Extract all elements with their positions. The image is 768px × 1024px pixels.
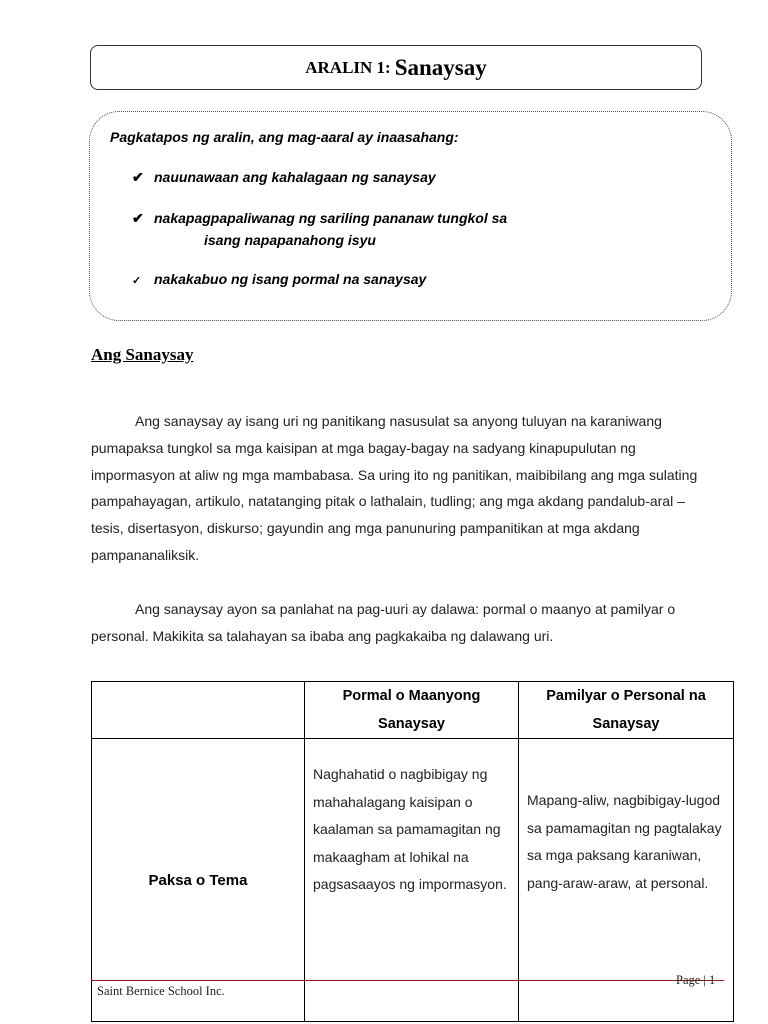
objectives-box: [89, 111, 732, 321]
page-number: Page | 1: [676, 973, 716, 987]
objective-text: nakakabuo ng isang pormal na sanaysay: [154, 271, 427, 287]
table-header-personal: Pamilyar o Personal na Sanaysay: [519, 682, 734, 739]
objective-text: nauunawaan ang kahalagaan ng sanaysay: [154, 169, 436, 185]
objective-text: nakapagpapaliwanag ng sariling pananaw tungkol sa: [154, 210, 508, 226]
footer-divider: [91, 980, 724, 981]
paragraph-text: Ang sanaysay ay isang uri ng panitikang nasusulat sa anyong tuluyan na karaniwang pumapaksa tungkol sa mga kaisipan at mga bagay-bagay na sadyang kinapupulutan ng impormasyon at aliw ng mga mambabasa. Sa uring ito ng panitikan, maibibilang ang mga sulating pampahayagan, artikulo, natatanging pitak o lathalain, tudling; ang mga akdang pandalub-aral – tesis, disertasyon, diskurso; gayundin ang mga panunuring pampanitikan at mga akdang pampananaliksik.: [91, 413, 698, 563]
table-header-empty: [92, 682, 305, 739]
section-heading: Ang Sanaysay: [91, 345, 194, 364]
lesson-number: ARALIN 1:: [305, 57, 391, 77]
row-label: Paksa o Tema: [92, 739, 305, 1022]
objective-item: [132, 271, 426, 287]
table-header-row: [92, 682, 734, 739]
cell-formal: Naghahatid o nagbibigay ng mahahalagang kaisipan o kaalaman sa pamamagitan ng makaagham at lohikal na pagsasaayos ng impormasyon.: [305, 739, 519, 1022]
paragraph: [91, 408, 721, 569]
check-icon: ✓: [132, 275, 142, 287]
cell-personal: Mapang-aliw, nagbibigay-lugod sa pamamagitan ng pagtalakay sa mga paksang karaniwan, pang-araw-araw, at personal.: [519, 739, 734, 1022]
objective-item: [132, 169, 436, 186]
lesson-title-box: [90, 45, 702, 90]
lesson-title: Sanaysay: [394, 54, 487, 80]
objective-item: [132, 210, 507, 227]
paragraph-text: Ang sanaysay ayon sa panlahat na pag-uuri ay dalawa: pormal o maanyo at pamilyar o personal. Makikita sa talahayan sa ibaba ang pagkakaiba ng dalawang uri.: [91, 601, 676, 644]
table-header-formal: Pormal o Maanyong Sanaysay: [305, 682, 519, 739]
objective-continuation: isang napapanahong isyu: [204, 232, 376, 248]
objectives-intro: Pagkatapos ng aralin, ang mag-aaral ay inaasahang:: [110, 129, 459, 145]
comparison-table: [91, 681, 734, 1022]
school-name: Saint Bernice School Inc.: [97, 984, 225, 998]
check-icon: ✔: [132, 210, 144, 226]
check-icon: ✔: [132, 169, 144, 185]
paragraph: [91, 596, 721, 650]
